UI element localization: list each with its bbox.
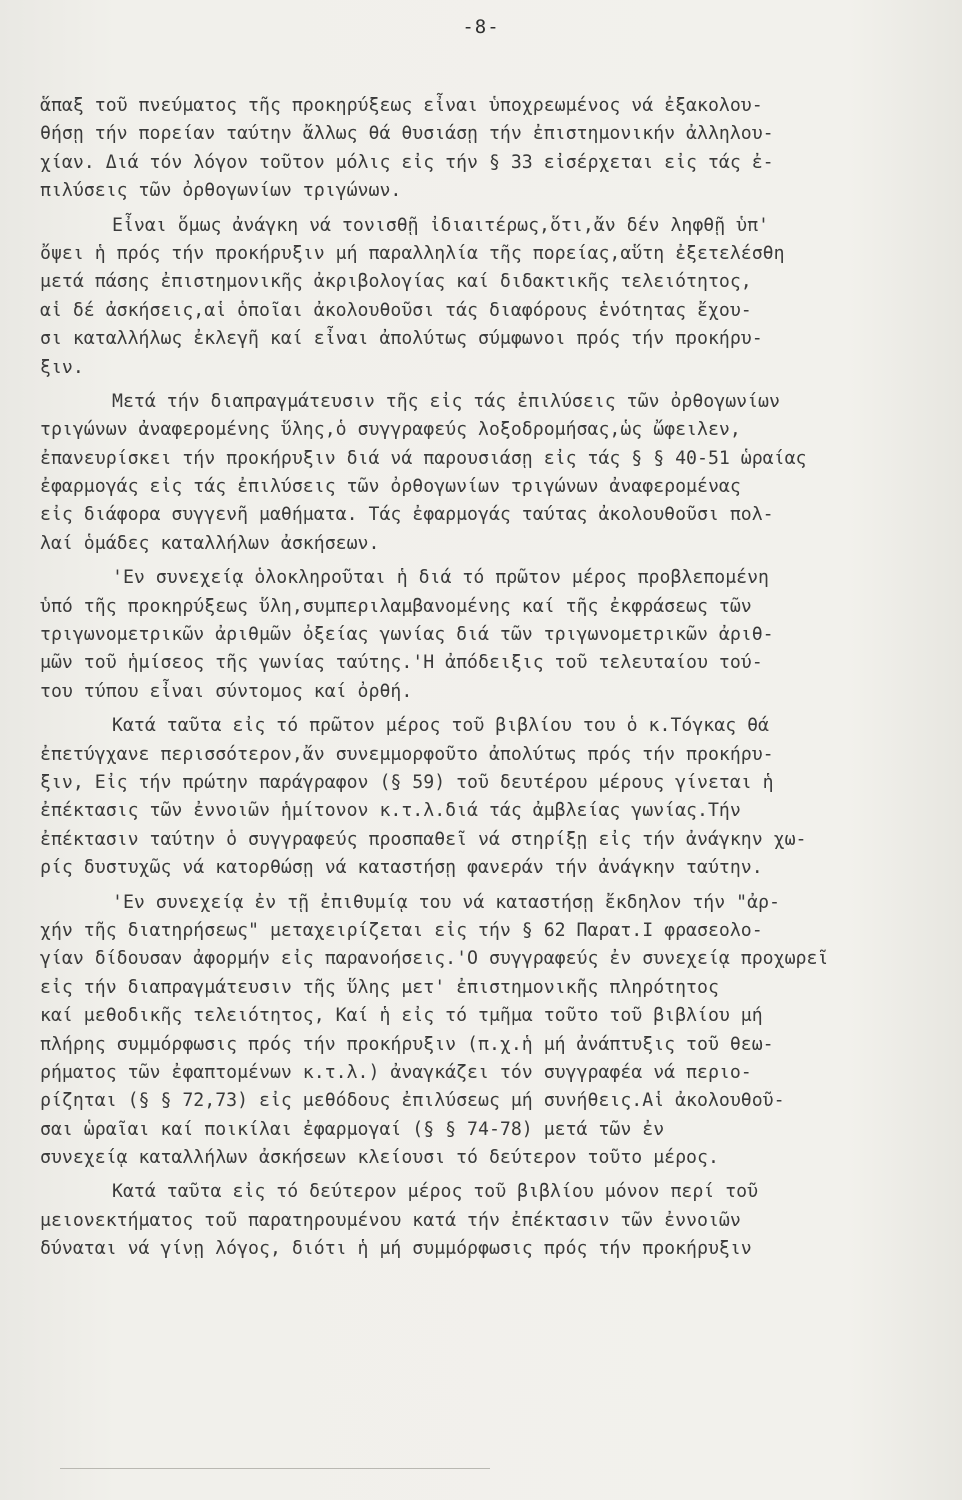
- text-line: ἐπετύγχανε περισσότερον,ἄν συνεμμορφοῦτο ἀπολύτως πρός τήν προκήρυ-: [40, 743, 774, 765]
- text-line: ὑπό τῆς προκηρύξεως ὕλη,συμπεριλαμβανομένης καί τῆς ἐκφράσεως τῶν: [40, 595, 752, 617]
- text-line: Εἶναι ὅμως ἀνάγκη νά τονισθῇ ἰδιαιτέρως,ὅτι,ἄν δέν ληφθῇ ὑπ': [112, 214, 769, 236]
- text-line: Μετά τήν διαπραγμάτευσιν τῆς εἰς τάς ἐπιλύσεις τῶν ὀρθογωνίων: [112, 390, 780, 412]
- paragraph-p6: [40, 889, 940, 1173]
- paragraph-p7: [40, 1178, 940, 1263]
- text-line: εἰς διάφορα συγγενῆ μαθήματα. Τάς ἐφαρμογάς ταύτας ἀκολουθοῦσι πολ-: [40, 504, 774, 526]
- text-line: ρήματος τῶν ἐφαπτομένων κ.τ.λ.) ἀναγκάζει τόν συγγραφέα νά περιο-: [40, 1061, 752, 1083]
- text-line: μῶν τοῦ ἡμίσεος τῆς γωνίας ταύτης.'Η ἀπόδειξις τοῦ τελευταίου τού-: [40, 652, 763, 674]
- text-line: 'Εν συνεχείᾳ ἐν τῇ ἐπιθυμίᾳ του νά καταστήσῃ ἔκδηλον τήν "ἀρ-: [112, 891, 780, 913]
- text-line: ἐπανευρίσκει τήν προκήρυξιν διά νά παρουσιάσῃ εἰς τάς § § 40-51 ὡραίας: [40, 447, 807, 469]
- paragraph-p4: [40, 564, 940, 706]
- text-line: σι καταλλήλως ἐκλεγῆ καί εἶναι ἀπολύτως σύμφωνοι πρός τήν προκήρυ-: [40, 328, 763, 350]
- text-line: πλήρης συμμόρφωσις πρός τήν προκήρυξιν (π.χ.ἡ μή ἀνάπτυξις τοῦ θεω-: [40, 1033, 774, 1055]
- text-line: εἰς τήν διαπραγμάτευσιν τῆς ὕλης μετ' ἐπιστημονικῆς πληρότητος: [40, 976, 719, 998]
- paragraph-p5: [40, 712, 940, 882]
- text-line: σαι ὡραῖαι καί ποικίλαι ἐφαρμογαί (§ § 74-78) μετά τῶν ἐν: [40, 1118, 665, 1140]
- text-line: ρίς δυστυχῶς νά κατορθώσῃ νά καταστήσῃ φανεράν τήν ἀνάγκην ταύτην.: [40, 857, 763, 879]
- paragraph-p3: [40, 388, 940, 558]
- text-line: του τύπου εἶναι σύντομος καί ὀρθή.: [40, 680, 413, 702]
- text-line: ξιν.: [40, 356, 84, 378]
- text-line: μειονεκτήματος τοῦ παρατηρουμένου κατά τήν ἐπέκτασιν τῶν ἐννοιῶν: [40, 1209, 741, 1231]
- text-line: χίαν. Διά τόν λόγον τοῦτον μόλις εἰς τήν § 33 εἰσέρχεται εἰς τάς ἐ-: [40, 151, 774, 173]
- paragraph-p1: [40, 92, 940, 206]
- text-line: καί μεθοδικῆς τελειότητος, Καί ἡ εἰς τό τμῆμα τοῦτο τοῦ βιβλίου μή: [40, 1005, 763, 1027]
- text-line: ἐπέκτασιν ταύτην ὁ συγγραφεύς προσπαθεῖ νά στηρίξῃ εἰς τήν ἀνάγκην χω-: [40, 828, 807, 850]
- text-line: ρίζηται (§ § 72,73) εἰς μεθόδους ἐπιλύσεως μή συνήθεις.Αἱ ἀκολουθοῦ-: [40, 1090, 785, 1112]
- text-line: δύναται νά γίνῃ λόγος, διότι ἡ μή συμμόρφωσις πρός τήν προκήρυξιν: [40, 1238, 752, 1260]
- text-line: ὄψει ἡ πρός τήν προκήρυξιν μή παραλληλία τῆς πορείας,αὕτη ἐξετελέσθη: [40, 242, 785, 264]
- text-line: ἐφαρμογάς εἰς τάς ἐπιλύσεις τῶν ὀρθογωνίων τριγώνων ἀναφερομένας: [40, 476, 741, 498]
- body-text: [40, 92, 940, 1270]
- text-line: τριγωνομετρικῶν ἀριθμῶν ὀξείας γωνίας διά τῶν τριγωνομετρικῶν ἀριθ-: [40, 624, 774, 646]
- text-line: θήσῃ τήν πορείαν ταύτην ἄλλως θά θυσιάσῃ τήν ἐπιστημονικήν ἀλληλου-: [40, 123, 774, 145]
- text-line: γίαν δίδουσαν ἀφορμήν εἰς παρανοήσεις.'Ο συγγραφεύς ἐν συνεχείᾳ προχωρεῖ: [40, 948, 829, 970]
- text-line: λαί ὁμάδες καταλλήλων ἀσκήσεων.: [40, 532, 380, 554]
- paragraph-p2: [40, 212, 940, 382]
- text-line: ἅπαξ τοῦ πνεύματος τῆς προκηρύξεως εἶναι ὑποχρεωμένος νά ἐξακολου-: [40, 95, 763, 116]
- text-line: συνεχείᾳ καταλλήλων ἀσκήσεων κλείουσι τό δεύτερον τοῦτο μέρος.: [40, 1147, 719, 1169]
- text-line: τριγώνων ἀναφερομένης ὕλης,ὁ συγγραφεύς λοξοδρομήσας,ὡς ὤφειλεν,: [40, 419, 741, 441]
- page-number: -8-: [462, 16, 500, 38]
- page-bottom-rule: [60, 1468, 490, 1469]
- text-line: αἱ δέ ἀσκήσεις,αἱ ὁποῖαι ἀκολουθοῦσι τάς διαφόρους ἑνότητας ἔχου-: [40, 299, 752, 321]
- text-line: Κατά ταῦτα εἰς τό πρῶτον μέρος τοῦ βιβλίου του ὁ κ.Τόγκας θά: [112, 715, 769, 737]
- text-line: ξιν, Εἰς τήν πρώτην παράγραφον (§ 59) τοῦ δευτέρου μέρους γίνεται ἡ: [40, 771, 774, 793]
- text-line: Κατά ταῦτα εἰς τό δεύτερον μέρος τοῦ βιβλίου μόνον περί τοῦ: [112, 1181, 759, 1203]
- text-line: μετά πάσης ἐπιστημονικῆς ἀκριβολογίας καί διδακτικῆς τελειότητος,: [40, 271, 752, 293]
- text-line: πιλύσεις τῶν ὀρθογωνίων τριγώνων.: [40, 180, 402, 202]
- text-line: 'Εν συνεχείᾳ ὁλοκληροῦται ἡ διά τό πρῶτον μέρος προβλεπομένη: [112, 567, 769, 589]
- text-line: χήν τῆς διατηρήσεως" μεταχειρίζεται εἰς τήν § 62 Παρατ.Ι φρασεολο-: [40, 919, 763, 941]
- text-line: ἐπέκτασις τῶν ἐννοιῶν ἡμίτονον κ.τ.λ.διά τάς ἀμβλείας γωνίας.Τήν: [40, 800, 741, 822]
